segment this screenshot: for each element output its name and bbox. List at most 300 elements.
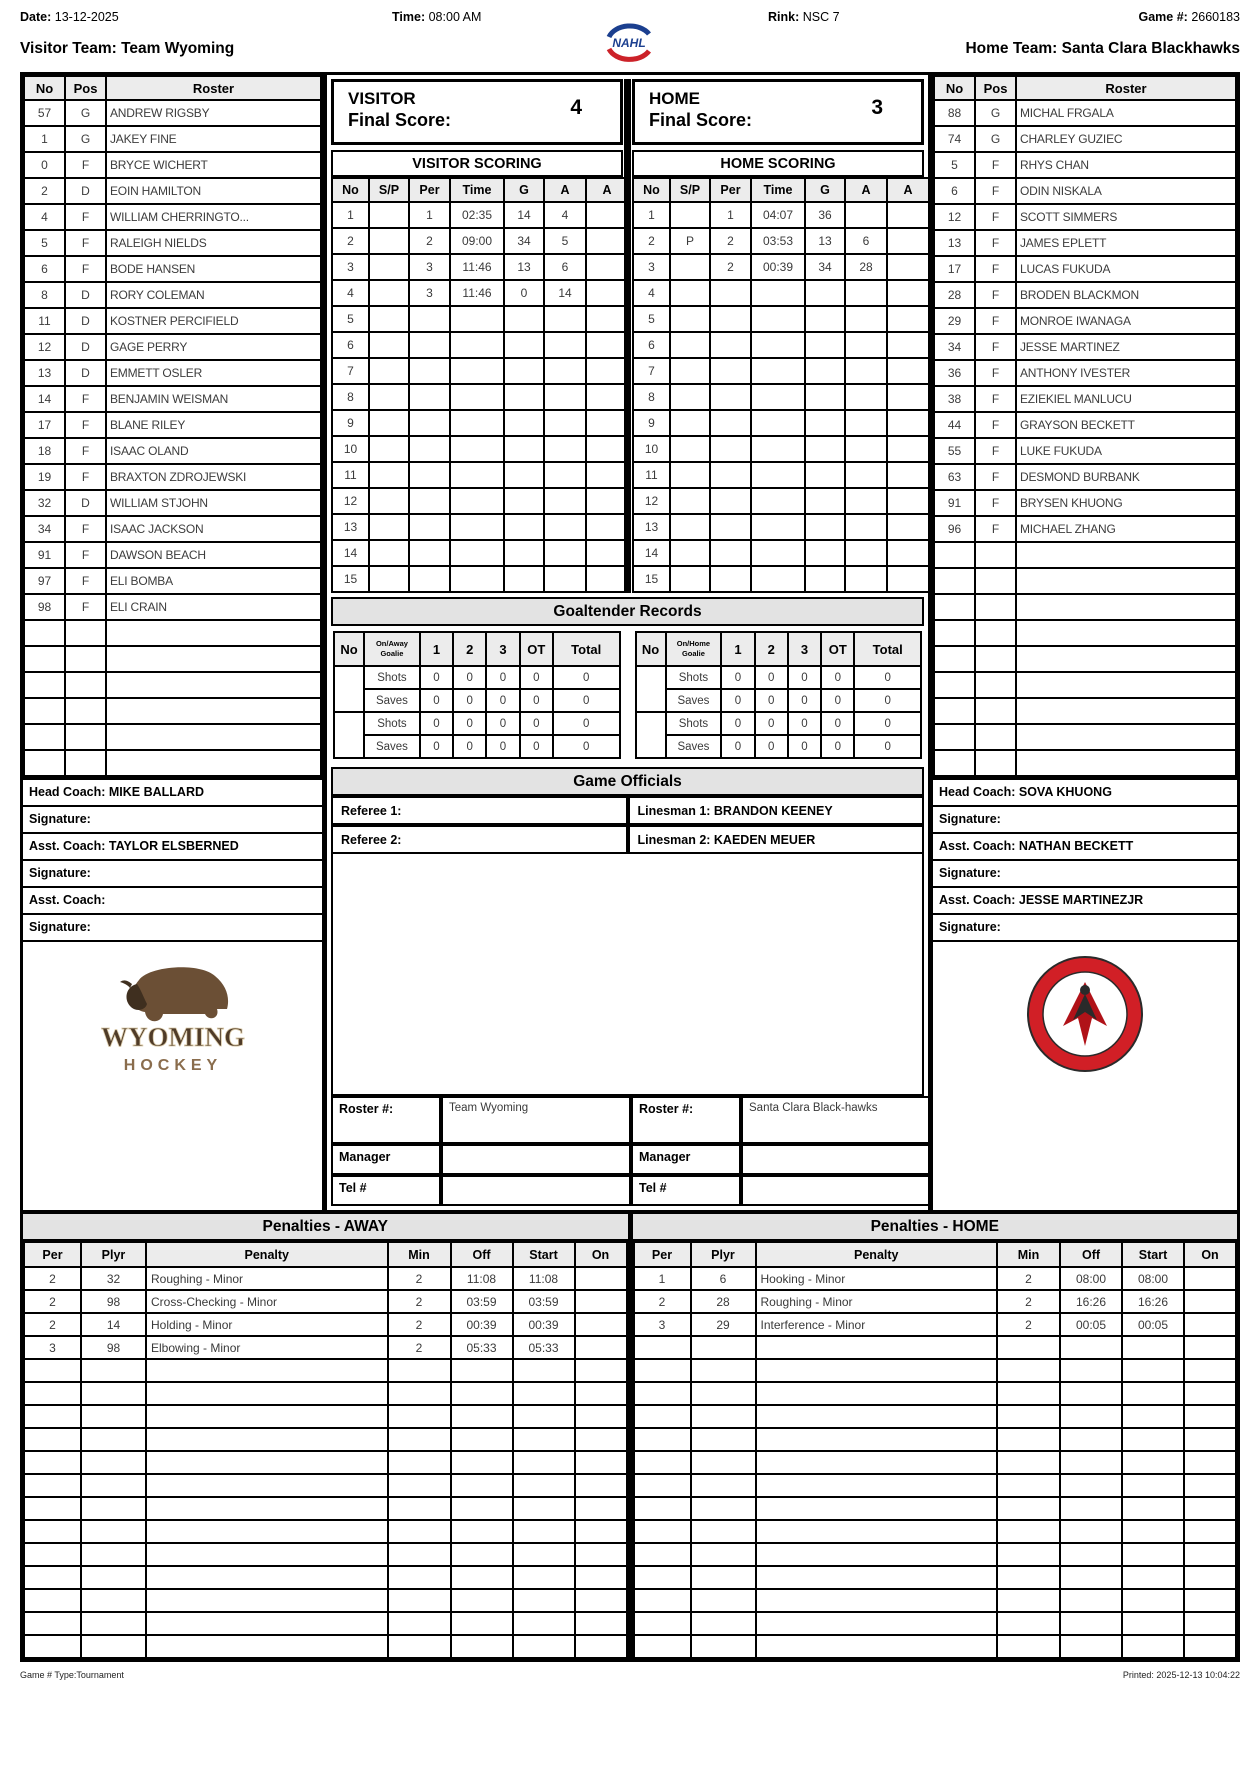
- home-final-score-value: 3: [871, 96, 883, 119]
- cell: 1: [633, 202, 670, 228]
- cell: F: [65, 204, 106, 230]
- cell: [670, 254, 710, 280]
- cell: [504, 332, 544, 358]
- col-no: No: [636, 632, 666, 666]
- cell: [634, 1543, 691, 1566]
- cell: [975, 672, 1016, 698]
- cell: [691, 1543, 756, 1566]
- cell: Shots: [666, 666, 722, 689]
- home-penalty-row: [634, 1336, 1237, 1359]
- away-goaltender-row: [334, 666, 620, 689]
- cell: [451, 1359, 513, 1382]
- cell: [1122, 1497, 1184, 1520]
- cell: 2: [24, 178, 65, 204]
- cell: ANDREW RIGSBY: [106, 100, 321, 126]
- cell: F: [65, 464, 106, 490]
- home-goaltender-row: [636, 666, 922, 689]
- cell: [887, 280, 929, 306]
- cell: [513, 1451, 575, 1474]
- cell: [24, 1405, 81, 1428]
- penalties-home-table: [633, 1241, 1238, 1659]
- cell: 0: [520, 735, 553, 758]
- cell: [81, 1359, 146, 1382]
- cell: 2: [409, 228, 450, 254]
- cell: [388, 1405, 451, 1428]
- cell: [805, 436, 845, 462]
- cell: [1060, 1382, 1122, 1405]
- visitor-asst-coach-1: Asst. Coach: TAYLOR ELSBERNED: [23, 834, 322, 861]
- cell: 14: [332, 540, 369, 566]
- goaltender-header-row: [334, 632, 620, 666]
- cell: BRAXTON ZDROJEWSKI: [106, 464, 321, 490]
- cell: Shots: [666, 712, 722, 735]
- cell: [805, 410, 845, 436]
- cell: [586, 306, 628, 332]
- cell: 9: [633, 410, 670, 436]
- cell: [634, 1359, 691, 1382]
- home-roster-row: [934, 438, 1236, 464]
- cell: 36: [805, 202, 845, 228]
- cell: 0: [821, 712, 854, 735]
- cell: [146, 1474, 388, 1497]
- visitor-scoring-row: [332, 514, 628, 540]
- date-value: 13-12-2025: [54, 10, 119, 24]
- cell: D: [65, 308, 106, 334]
- cell: [513, 1474, 575, 1497]
- cell: 0: [520, 689, 553, 712]
- cell: F: [975, 412, 1016, 438]
- penalties-home-title: Penalties - HOME: [633, 1214, 1238, 1241]
- col-plyr: Plyr: [81, 1242, 146, 1267]
- cell: [997, 1405, 1060, 1428]
- cell: [388, 1543, 451, 1566]
- cell: Cross-Checking - Minor: [146, 1290, 388, 1313]
- cell: [369, 202, 409, 228]
- cell: F: [65, 256, 106, 282]
- col-pos: Pos: [65, 76, 106, 100]
- home-scoring-row: [633, 436, 929, 462]
- cell: 1: [332, 202, 369, 228]
- scoring-header-row: [332, 178, 628, 202]
- cell: [887, 488, 929, 514]
- cell: [450, 332, 504, 358]
- cell: [81, 1497, 146, 1520]
- cell: [369, 254, 409, 280]
- cell: Saves: [364, 689, 420, 712]
- cell: [24, 698, 65, 724]
- cell: 00:39: [451, 1313, 513, 1336]
- cell: 0: [788, 666, 821, 689]
- cell: [81, 1451, 146, 1474]
- cell: 34: [934, 334, 975, 360]
- visitor-scoring-row: [332, 358, 628, 384]
- cell: [450, 488, 504, 514]
- cell: Roughing - Minor: [146, 1267, 388, 1290]
- cell: 3: [332, 254, 369, 280]
- cell: [24, 1520, 81, 1543]
- visitor-team-title: [20, 40, 234, 58]
- cell: 0: [721, 689, 754, 712]
- cell: [106, 698, 321, 724]
- cell: [369, 514, 409, 540]
- visitor-roster-table: [23, 75, 322, 777]
- cell: 2: [24, 1267, 81, 1290]
- cell: [670, 462, 710, 488]
- cell: 29: [691, 1313, 756, 1336]
- home-roster-row: [934, 620, 1236, 646]
- cell: [691, 1474, 756, 1497]
- cell: [450, 306, 504, 332]
- col-p1: 1: [420, 632, 453, 666]
- visitor-word: VISITOR: [348, 89, 416, 108]
- home-scoring-row: [633, 488, 929, 514]
- cell: [1060, 1428, 1122, 1451]
- home-team-title: [965, 40, 1240, 58]
- cell: 12: [332, 488, 369, 514]
- cell: [751, 488, 805, 514]
- cell: 28: [845, 254, 887, 280]
- roster-header-row: [934, 76, 1236, 100]
- cell: 0: [453, 735, 486, 758]
- cell: [975, 698, 1016, 724]
- cell: 0: [453, 712, 486, 735]
- visitor-roster-row: [24, 464, 321, 490]
- cell: [369, 358, 409, 384]
- cell: [24, 750, 65, 776]
- cell: [513, 1612, 575, 1635]
- cell: [997, 1428, 1060, 1451]
- cell: [575, 1336, 627, 1359]
- cell: [65, 698, 106, 724]
- home-roster-row: [934, 230, 1236, 256]
- cell: [887, 514, 929, 540]
- cell: 34: [24, 516, 65, 542]
- cell: WILLIAM CHERRINGTO...: [106, 204, 321, 230]
- cell: [1184, 1290, 1236, 1313]
- cell: [146, 1451, 388, 1474]
- cell: [513, 1520, 575, 1543]
- cell: 0: [788, 689, 821, 712]
- cell: [887, 566, 929, 592]
- cell: [575, 1543, 627, 1566]
- away-penalty-row: [24, 1474, 627, 1497]
- referee2-field: Referee 2:: [331, 825, 628, 854]
- cell: 00:05: [1060, 1313, 1122, 1336]
- cell: [751, 332, 805, 358]
- home-tel-value: [741, 1175, 932, 1206]
- home-penalty-row: [634, 1428, 1237, 1451]
- col-ot: OT: [821, 632, 854, 666]
- cell: [887, 202, 929, 228]
- cell: Shots: [364, 666, 420, 689]
- home-final-score-label: Final Score:: [649, 110, 753, 131]
- cell: F: [975, 334, 1016, 360]
- col-plyr: Plyr: [691, 1242, 756, 1267]
- cell: [451, 1382, 513, 1405]
- cell: [504, 436, 544, 462]
- date-field: [20, 10, 392, 24]
- penalties-section: [23, 1210, 1237, 1659]
- cell: 0: [755, 666, 788, 689]
- visitor-roster-row: [24, 698, 321, 724]
- cell: [504, 514, 544, 540]
- cell: [670, 514, 710, 540]
- cell: [24, 1359, 81, 1382]
- cell: [369, 566, 409, 592]
- visitor-roster-row: [24, 360, 321, 386]
- home-penalty-row: [634, 1497, 1237, 1520]
- home-roster-row: [934, 490, 1236, 516]
- cell: [805, 514, 845, 540]
- home-roster-row: [934, 594, 1236, 620]
- cell: [1184, 1497, 1236, 1520]
- cell: JAMES EPLETT: [1016, 230, 1236, 256]
- cell: [513, 1497, 575, 1520]
- home-asst-coach-1: Asst. Coach: NATHAN BECKETT: [933, 834, 1237, 861]
- cell: [575, 1497, 627, 1520]
- col-per: Per: [710, 178, 751, 202]
- cell: [81, 1589, 146, 1612]
- cell: [450, 384, 504, 410]
- cell: [805, 566, 845, 592]
- cell: [975, 594, 1016, 620]
- col-assist2: A: [586, 178, 628, 202]
- cell: [586, 540, 628, 566]
- cell: ELI CRAIN: [106, 594, 321, 620]
- cell: [586, 566, 628, 592]
- divider-center: [624, 79, 631, 593]
- cell: [691, 1589, 756, 1612]
- visitor-scoring-row: [332, 566, 628, 592]
- cell: 14: [24, 386, 65, 412]
- cell: 5: [934, 152, 975, 178]
- visitor-roster-row: [24, 594, 321, 620]
- home-penalty-row: [634, 1313, 1237, 1336]
- cell: [586, 462, 628, 488]
- cell: [997, 1543, 1060, 1566]
- cell: 11:46: [450, 254, 504, 280]
- cell: Saves: [666, 735, 722, 758]
- visitor-scoring-row: [332, 436, 628, 462]
- cell: [1122, 1382, 1184, 1405]
- cell: [451, 1612, 513, 1635]
- col-min: Min: [997, 1242, 1060, 1267]
- cell: [513, 1405, 575, 1428]
- cell: [106, 750, 321, 776]
- col-time: Time: [751, 178, 805, 202]
- cell: [388, 1451, 451, 1474]
- visitor-signature-2: Signature:: [23, 861, 322, 888]
- cell: SCOTT SIMMERS: [1016, 204, 1236, 230]
- cell: [586, 384, 628, 410]
- cell: F: [975, 490, 1016, 516]
- cell: 18: [24, 438, 65, 464]
- cell: [513, 1566, 575, 1589]
- cell: [756, 1451, 998, 1474]
- cell: [670, 540, 710, 566]
- cell: [1016, 646, 1236, 672]
- cell: [409, 540, 450, 566]
- cell: [451, 1520, 513, 1543]
- cell: F: [975, 230, 1016, 256]
- visitor-roster-row: [24, 672, 321, 698]
- home-scoring-sub: [632, 79, 924, 593]
- cell: [1060, 1497, 1122, 1520]
- game-number-value: 2660183: [1191, 10, 1240, 24]
- cell: [1016, 542, 1236, 568]
- cell: [450, 462, 504, 488]
- cell: [451, 1589, 513, 1612]
- cell: 0: [553, 735, 620, 758]
- cell: BRYSEN KHUONG: [1016, 490, 1236, 516]
- cell: [997, 1566, 1060, 1589]
- cell: Elbowing - Minor: [146, 1336, 388, 1359]
- cell: [450, 540, 504, 566]
- cell: 2: [997, 1267, 1060, 1290]
- cell: MICHAEL ZHANG: [1016, 516, 1236, 542]
- cell: [409, 358, 450, 384]
- cell: [146, 1566, 388, 1589]
- cell: [1184, 1612, 1236, 1635]
- home-roster-row: [934, 282, 1236, 308]
- cell: BRYCE WICHERT: [106, 152, 321, 178]
- cell: [1060, 1359, 1122, 1382]
- home-roster-row: [934, 386, 1236, 412]
- cell: [756, 1543, 998, 1566]
- team-info-grid: [331, 1096, 924, 1206]
- cell: [24, 1543, 81, 1566]
- cell: G: [975, 100, 1016, 126]
- home-roster-table: [933, 75, 1237, 777]
- cell: [756, 1497, 998, 1520]
- main-row: [23, 75, 1237, 1210]
- cell: 32: [81, 1267, 146, 1290]
- cell: [670, 202, 710, 228]
- cell: F: [65, 412, 106, 438]
- cell: [146, 1382, 388, 1405]
- cell: [146, 1359, 388, 1382]
- col-ot: OT: [520, 632, 553, 666]
- home-scoring-row: [633, 228, 929, 254]
- home-goaltender-row: [636, 712, 922, 735]
- cell: [544, 358, 586, 384]
- cell: [544, 514, 586, 540]
- cell: [1184, 1451, 1236, 1474]
- home-signature-2: Signature:: [933, 861, 1237, 888]
- footer-printed-timestamp: Printed: 2025-12-13 10:04:22: [1122, 1670, 1240, 1680]
- home-column: [933, 75, 1237, 1210]
- cell: 0: [854, 735, 921, 758]
- cell: [81, 1566, 146, 1589]
- cell: [634, 1428, 691, 1451]
- away-penalty-row: [24, 1635, 627, 1658]
- cell: [997, 1635, 1060, 1658]
- cell: [575, 1566, 627, 1589]
- home-roster-row: [934, 126, 1236, 152]
- cell: [756, 1474, 998, 1497]
- cell: 2: [24, 1313, 81, 1336]
- cell: [146, 1589, 388, 1612]
- cell: [450, 566, 504, 592]
- home-roster-row: [934, 698, 1236, 724]
- cell: [81, 1612, 146, 1635]
- cell: G: [65, 100, 106, 126]
- home-scoring-row: [633, 540, 929, 566]
- home-roster-row: [934, 568, 1236, 594]
- cell: [451, 1428, 513, 1451]
- cell: [1184, 1474, 1236, 1497]
- cell: 0: [553, 689, 620, 712]
- cell: [544, 566, 586, 592]
- cell: [388, 1635, 451, 1658]
- col-pos: Pos: [975, 76, 1016, 100]
- cell: 5: [24, 230, 65, 256]
- cell: 0: [453, 666, 486, 689]
- home-scoring-row: [633, 514, 929, 540]
- cell: EZIEKIEL MANLUCU: [1016, 386, 1236, 412]
- col-roster: Roster: [106, 76, 321, 100]
- cell: [451, 1451, 513, 1474]
- home-manager-value: [741, 1144, 932, 1175]
- cell: 98: [81, 1336, 146, 1359]
- cell: F: [975, 282, 1016, 308]
- cell: [544, 332, 586, 358]
- visitor-team-name: Team Wyoming: [121, 40, 235, 57]
- cell: 3: [634, 1313, 691, 1336]
- cell: [845, 358, 887, 384]
- cell: [997, 1382, 1060, 1405]
- cell: Hooking - Minor: [756, 1267, 998, 1290]
- visitor-roster-row: [24, 256, 321, 282]
- cell: [575, 1267, 627, 1290]
- cell: [710, 488, 751, 514]
- cell: [369, 306, 409, 332]
- cell: BODE HANSEN: [106, 256, 321, 282]
- home-goaltender-row: [636, 735, 922, 758]
- cell: [1060, 1589, 1122, 1612]
- cell: 9: [332, 410, 369, 436]
- cell: [1060, 1405, 1122, 1428]
- home-staff-block: [933, 777, 1237, 942]
- cell: [756, 1405, 998, 1428]
- col-penalty: Penalty: [756, 1242, 998, 1267]
- cell: 0: [486, 689, 519, 712]
- away-penalty-row: [24, 1382, 627, 1405]
- cell: [513, 1428, 575, 1451]
- cell: [975, 750, 1016, 776]
- cell: 29: [934, 308, 975, 334]
- home-scoring-row: [633, 566, 929, 592]
- cell: [691, 1451, 756, 1474]
- goaltender-records-title: Goaltender Records: [331, 597, 924, 626]
- cell: [1060, 1336, 1122, 1359]
- cell: 13: [24, 360, 65, 386]
- svg-text:HOCKEY: HOCKEY: [123, 1057, 222, 1074]
- cell: 2: [710, 228, 751, 254]
- cell: [1122, 1520, 1184, 1543]
- home-roster-row: [934, 308, 1236, 334]
- cell: ELI BOMBA: [106, 568, 321, 594]
- cell: [934, 594, 975, 620]
- cell: MICHAL FRGALA: [1016, 100, 1236, 126]
- scoring-header-row: [633, 178, 929, 202]
- cell: [710, 540, 751, 566]
- cell: 3: [409, 254, 450, 280]
- cell: [670, 566, 710, 592]
- home-word: HOME: [649, 89, 700, 108]
- cell: [586, 436, 628, 462]
- cell: [334, 666, 364, 712]
